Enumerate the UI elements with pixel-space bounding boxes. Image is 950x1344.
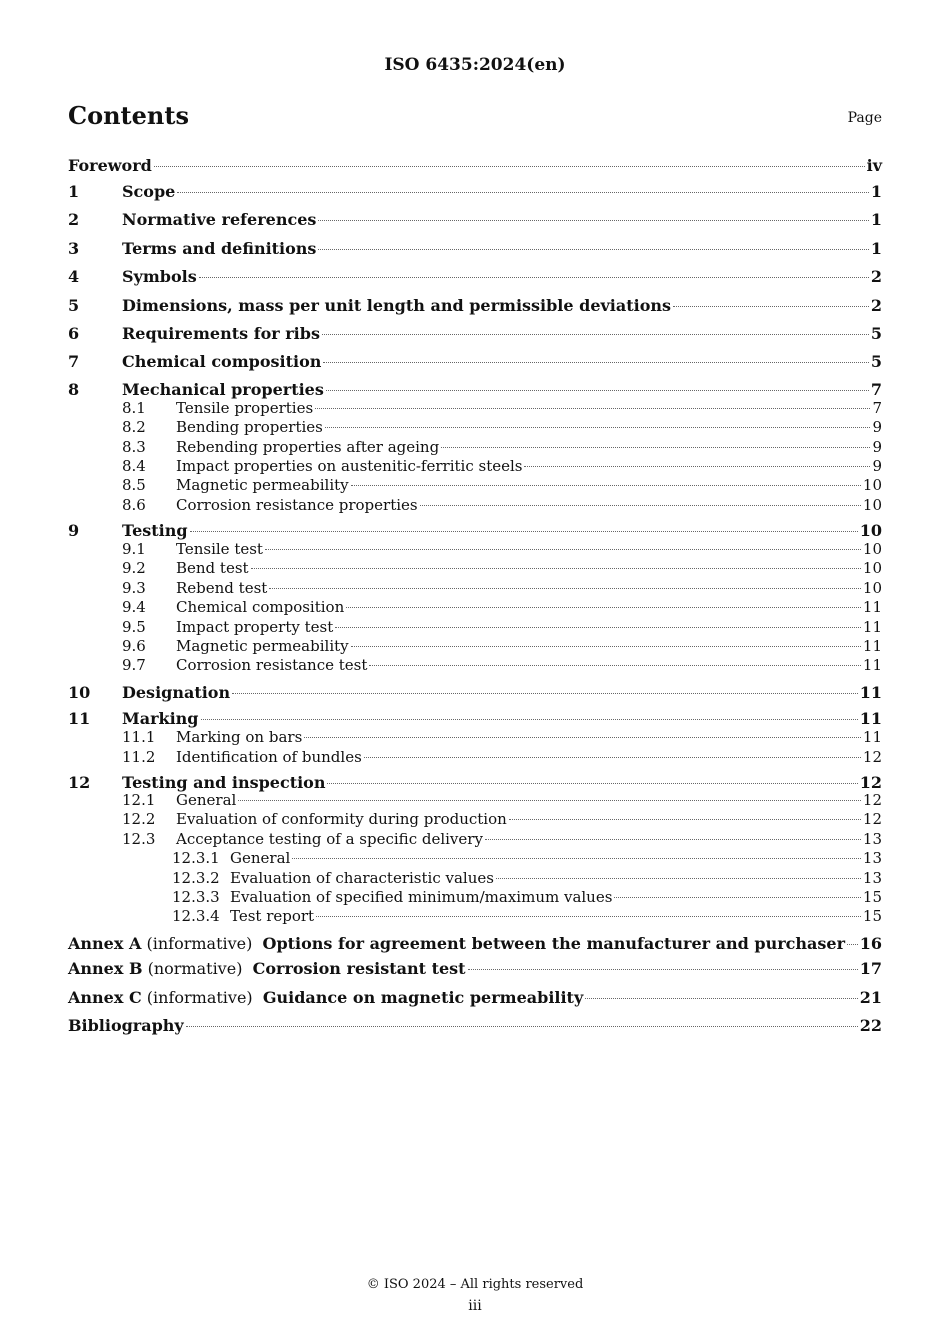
toc-entry-9-2[interactable]: 9.2 Bend test 10 (122, 559, 882, 578)
table-of-contents (68, 152, 882, 1040)
toc-entry-foreword[interactable]: Foreword iv (68, 156, 882, 175)
toc-entry-12-3-1[interactable]: 12.3.1 General 13 (172, 849, 882, 868)
contents-title: Contents (68, 101, 189, 130)
toc-entry-9-6[interactable]: 9.6 Magnetic permeability 11 (122, 637, 882, 656)
toc-entry-annex-c[interactable]: Annex C (informative) Guidance on magnetic permeability 21 (68, 987, 882, 1007)
toc-entry-11[interactable]: 11 Marking 11 (68, 709, 882, 729)
toc-entry-5[interactable]: 5 Dimensions, mass per unit length and permissible deviations 2 (68, 295, 882, 315)
toc-entry-12-3-2[interactable]: 12.3.2 Evaluation of characteristic values 13 (172, 868, 882, 887)
toc-entry-6[interactable]: 6 Requirements for ribs 5 (68, 323, 882, 343)
toc-entry-8-3[interactable]: 8.3 Rebending properties after ageing 9 (122, 437, 882, 456)
toc-entry-annex-a[interactable]: Annex A (informative) Options for agreement between the manufacturer and purchaser 16 (68, 933, 882, 953)
toc-entry-3[interactable]: 3 Terms and definitions 1 (68, 238, 882, 258)
toc-entry-7[interactable]: 7 Chemical composition 5 (68, 352, 882, 372)
toc-entry-8-1[interactable]: 8.1 Tensile properties 7 (122, 398, 882, 417)
toc-entry-10[interactable]: 10 Designation 11 (68, 682, 882, 702)
toc-entry-9[interactable]: 9 Testing 10 (68, 521, 882, 541)
copyright-notice: © ISO 2024 – All rights reserved (366, 1277, 584, 1292)
toc-entry-8-4[interactable]: 8.4 Impact properties on austenitic-ferritic steels 9 (122, 456, 882, 475)
toc-entry-8-2[interactable]: 8.2 Bending properties 9 (122, 418, 882, 437)
toc-entry-12[interactable]: 12 Testing and inspection 12 (68, 772, 882, 792)
toc-entry-4[interactable]: 4 Symbols 2 (68, 267, 882, 287)
toc-entry-1[interactable]: 1 Scope 1 (68, 182, 882, 201)
toc-entry-12-3[interactable]: 12.3 Acceptance testing of a specific delivery 13 (122, 829, 882, 848)
toc-entry-9-5[interactable]: 9.5 Impact property test 11 (122, 617, 882, 636)
toc-entry-12-3-3[interactable]: 12.3.3 Evaluation of specified minimum/maximum values 15 (172, 887, 882, 906)
toc-entry-11-1[interactable]: 11.1 Marking on bars 11 (122, 728, 882, 747)
toc-entry-12-3-4[interactable]: 12.3.4 Test report 15 (172, 907, 882, 926)
toc-entry-9-1[interactable]: 9.1 Tensile test 10 (122, 540, 882, 559)
page-number: iii (468, 1298, 482, 1314)
page-column-label: Page (847, 110, 882, 126)
toc-entry-8-5[interactable]: 8.5 Magnetic permeability 10 (122, 476, 882, 495)
toc-entry-9-3[interactable]: 9.3 Rebend test 10 (122, 578, 882, 597)
document-id: ISO 6435:2024(en) (384, 55, 566, 75)
toc-entry-12-2[interactable]: 12.2 Evaluation of conformity during production 12 (122, 810, 882, 829)
toc-entry-2[interactable]: 2 Normative references 1 (68, 210, 882, 230)
toc-entry-9-7[interactable]: 9.7 Corrosion resistance test 11 (122, 656, 882, 675)
toc-entry-9-4[interactable]: 9.4 Chemical composition 11 (122, 598, 882, 617)
toc-entry-annex-b[interactable]: Annex B (normative) Corrosion resistant test 17 (68, 959, 882, 979)
toc-entry-12-1[interactable]: 12.1 General 12 (122, 790, 882, 809)
toc-entry-8-6[interactable]: 8.6 Corrosion resistance properties 10 (122, 495, 882, 514)
toc-entry-8[interactable]: 8 Mechanical properties 7 (68, 379, 882, 399)
toc-entry-11-2[interactable]: 11.2 Identification of bundles 12 (122, 747, 882, 766)
toc-entry-bibliography[interactable]: Bibliography 22 (68, 1015, 882, 1035)
